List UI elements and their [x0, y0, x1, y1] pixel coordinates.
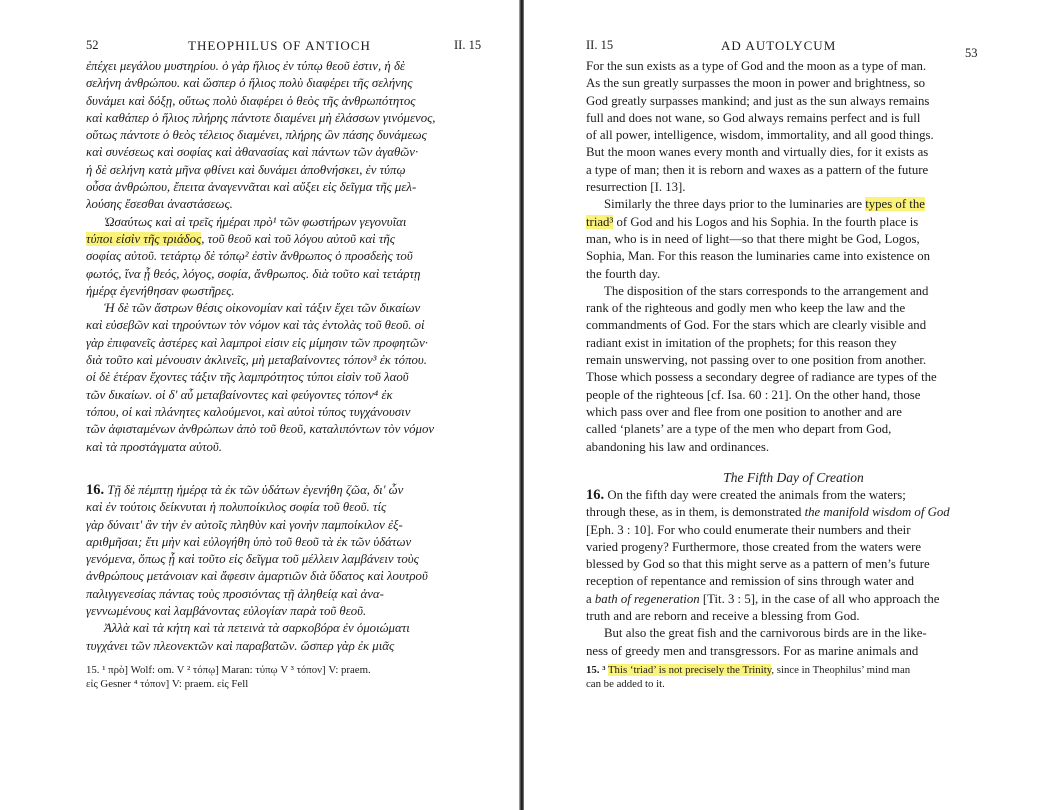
greek-text	[86, 58, 496, 456]
running-title: THEOPHILUS OF ANTIOCH	[188, 38, 371, 53]
text-line: ἡ δὲ σελήνη κατὰ μῆνα φθίνει καὶ δυνάμει ἀποθνήσκει, ἐν τύπῳ	[86, 162, 406, 177]
english-section-16-more	[586, 625, 1001, 660]
greek-paragraph-2	[86, 248, 496, 300]
english-text	[586, 58, 1001, 456]
text-line: καὶ εὐσεβῶν καὶ τηρούντων τὸν νόμον καὶ τὰς ἐντολὰς τοῦ θεοῦ. οἱ	[86, 318, 425, 333]
text-line: ness of greedy men and transgressors. For as marine animals and	[586, 643, 919, 658]
text-line: a type of man; then it is reborn and waxes as a pattern of the future	[586, 162, 929, 177]
text-line: remain unswerving, not passing over to one position from another.	[586, 353, 927, 368]
text-line: Sophia, Man. For this reason the luminaries came into existence on	[586, 249, 931, 264]
page-number: 52	[86, 38, 99, 52]
highlight: This ‘triad’ is not precisely the Trinity	[607, 664, 772, 676]
text-line: Those which possess a secondary degree of radiance are types of the	[586, 370, 937, 385]
text-line: man, who is in need of light—so that there might be God, Logos,	[586, 231, 920, 246]
note-line: 15. ¹ πρὸ] Wolf: om. V ² τόπῳ] Maran: τύπῳ V ³ τόπον] V: praem.	[86, 664, 371, 676]
text-line: παλιγγενεσίας πάντας τοὺς προσιόντας τῇ ἀληθείᾳ καὶ ἀνα-	[86, 586, 384, 601]
book-gutter	[519, 0, 524, 810]
text-line: τυγχάνει τῶν πλεονεκτῶν καὶ παραβατῶν. ὥσπερ γὰρ ἐκ μιᾶς	[86, 638, 395, 653]
text-line: γὰρ δύναιτ' ἂν τὴν ἐν αὐτοῖς πληθὺν καὶ γονὴν παμποίκιλον ἐξ-	[86, 517, 403, 532]
text-line: resurrection [I. 13].	[586, 180, 686, 195]
text-line: For the sun exists as a type of God and the moon as a type of man.	[586, 59, 927, 73]
text-line: people of the righteous [cf. Isa. 60 : 21]. On the other hand, those	[586, 387, 921, 402]
text-line: σοφίας αὐτοῦ. τετάρτῳ δὲ τόπῳ² ἐστὶν ἄνθρωπος ὁ προσδεὴς τοῦ	[86, 249, 413, 264]
text-line: [Eph. 3 : 10]. For who could enumerate their numbers and their	[586, 522, 911, 537]
english-paragraph-2	[586, 231, 1001, 283]
text-line: of all power, intelligence, wisdom, immortality, and all good things.	[586, 128, 934, 143]
text-line: λούσης ἔσεσθαι ἀναστάσεως.	[86, 197, 233, 212]
text-line: Ἀλλὰ καὶ τὰ κήτη καὶ τὰ πετεινὰ τὰ σαρκοβόρα ἐν ὁμοιώματι	[104, 621, 410, 636]
right-page	[528, 0, 1054, 810]
section-ref: II. 15	[586, 38, 614, 52]
text-line: σελήνη ἀνθρώπου. καὶ ὥσπερ ὁ ἥλιος πολὺ διαφέρει τῆς σελήνης	[86, 76, 413, 91]
text-line: full and does not wane, so God always remains perfect and is full	[586, 110, 921, 125]
left-page	[0, 0, 520, 810]
text-line: God greatly surpasses mankind; and just as the sun always remains	[586, 93, 930, 108]
text-line: καὶ συνέσεως καὶ σοφίας καὶ ἀθανασίας καὶ πάντων τῶν ἀγαθῶν·	[86, 145, 419, 160]
section-number: 16.	[586, 487, 605, 503]
english-section-16-lines	[586, 522, 1001, 591]
text-line: abandoning his law and ordinances.	[586, 439, 770, 454]
text-line: the fourth day.	[586, 266, 661, 281]
greek-paragraph-3	[86, 300, 496, 456]
text-line: rank of the righteous and godly men who keep the law and the	[586, 301, 906, 316]
running-title: AD AUTOLYCUM	[721, 38, 837, 53]
footnote	[586, 664, 910, 691]
text-line: ἀνθρώπους μετάνοιαν καὶ ἄφεσιν ἁμαρτιῶν διὰ ὕδατος καὶ λουτροῦ	[86, 569, 428, 584]
section-number: 16.	[86, 482, 105, 498]
english-paragraph-3	[586, 283, 1001, 456]
text-line: Ἡ δὲ τῶν ἄστρων θέσις οἰκονομίαν καὶ τάξιν ἔχει τῶν δικαίων	[104, 301, 421, 316]
greek-section-16	[86, 482, 496, 655]
highlight: τύποι εἰσὶν τῆς τριάδος	[86, 231, 202, 246]
page-number: 53	[965, 46, 978, 60]
greek-paragraph-1	[86, 58, 496, 214]
text-line: γὰρ ἐπιφανεῖς ἀστέρες καὶ λαμπροὶ εἰσιν εἰς μίμησιν τῶν προφητῶν·	[86, 335, 429, 350]
text-line: γενόμενα, ὅπως ᾖ καὶ τοῦτο εἰς δεῖγμα τοῦ μέλλειν λαμβάνειν τοὺς	[86, 552, 419, 567]
text-line: αριθμῆσαι; ἔτι μὴν καὶ εὐλογήθη ὑπὸ τοῦ θεοῦ τὰ ἐκ τῶν ὑδάτων	[86, 534, 412, 549]
text-line: καὶ καθάπερ ὁ ἥλιος πλήρης πάντοτε διαμένει μὴ ἐλάσσων γινόμενος,	[86, 110, 436, 125]
greek-line: 16. Τῇ δὲ πέμπτῃ ἡμέρᾳ τὰ ἐκ τῶν ὑδάτων ἐγενήθη ζῶα, δι' ὧν	[86, 482, 404, 498]
text-line: οἱ δὲ ἑτέραν ἔχοντες τάξιν τῆς λαμπρότητος τύποι εἰσὶν τοῦ λαοῦ	[86, 370, 409, 385]
english-line: a bath of regeneration [Tit. 3 : 5], in the case of all who approach the	[586, 591, 940, 606]
note-line: εἰς Gesner ⁴ τόπον] V: praem. εἰς Fell	[86, 677, 249, 690]
text-line: ἡμέρᾳ ἐγενήθησαν φωστῆρες.	[86, 283, 235, 298]
text-line: radiant exist in imitation of the prophets; for this reason they	[586, 335, 897, 350]
text-line: truth and are reborn and receive a blessing from God.	[586, 609, 860, 624]
text-line: reception of repentance and remission of sins through water and	[586, 574, 914, 589]
text-line: διὰ τοῦτο καὶ μένουσιν ἀκλινεῖς, μὴ μεταβαίνοντες τόπον³ ἐκ τόπου.	[86, 353, 427, 368]
text-line: τῶν δικαίων. οἱ δ' αὖ μεταβαίνοντες καὶ φεύγοντες τόπον⁴ ἐκ	[86, 387, 393, 402]
highlight: types of the	[865, 197, 925, 212]
text-line: blessed by God so that this might serve as a pattern of men’s future	[586, 557, 930, 572]
text-line: καὶ τὰ προστάγματα αὐτοῦ.	[86, 439, 222, 454]
note-line: 15. ³ This ‘triad’ is not precisely the Trinity, since in Theophilus’ mind man	[586, 664, 911, 676]
text-line: The disposition of the stars corresponds to the arrangement and	[604, 283, 929, 298]
greek-line: τύποι εἰσὶν τῆς τριάδος, τοῦ θεοῦ καὶ τοῦ λόγου αὐτοῦ καὶ τῆς	[86, 231, 395, 246]
english-section-16-lines-b	[586, 608, 1001, 625]
text-line: commandments of God. For the stars which are clearly visible and	[586, 318, 927, 333]
greek-line: Ὡσαύτως καὶ αἱ τρεῖς ἡμέραι πρὸ¹ τῶν φωστήρων γεγονυῖαι	[104, 214, 407, 229]
text-line: γεννωμένους καὶ λαμβάνοντας εὐλογίαν παρὰ τοῦ θεοῦ.	[86, 604, 367, 619]
text-line: δυνάμει καὶ δόξῃ, οὕτως πολὺ διαφέρει ὁ θεὸς τῆς ἀνθρωπότητος	[86, 93, 416, 108]
text-line: As the sun greatly surpasses the moon in power and brightness, so	[586, 76, 926, 91]
text-line: But the moon wanes every month and virtually dies, for it exists as	[586, 145, 929, 160]
text-line: τῶν ἀφισταμένων ἀνθρώπων ἀπὸ τοῦ θεοῦ, καταλιπόντων τὸν νόμον	[86, 422, 435, 437]
text-line: which pass over and flee from one position to another and are	[586, 404, 902, 419]
text-line: ἐπέχει μεγάλου μυστηρίου. ὁ γὰρ ἥλιος ἐν τύπῳ θεοῦ ἐστιν, ἡ δὲ	[86, 59, 405, 73]
section-ref: II. 15	[454, 38, 482, 52]
apparatus-notes	[86, 664, 371, 691]
english-paragraph-1	[586, 58, 1001, 196]
english-line: through these, as in them, is demonstrated the manifold wisdom of God	[586, 505, 950, 520]
text-line: οὕτως πάντοτε ὁ θεὸς τέλειος διαμένει, πλήρης ὢν πάσης δυνάμεως	[86, 128, 427, 143]
text-line: called ‘planets’ are a type of the men who depart from God,	[586, 422, 892, 437]
text-line: τόπου, οἱ καὶ πλάνητες καλούμενοι, καὶ αὐτοὶ τύπος τυγχάνουσιν	[86, 404, 411, 419]
text-line: varied progeny? Furthermore, those created from the waters were	[586, 539, 922, 554]
greek-section-16-more	[86, 620, 496, 655]
english-line: 16. On the fifth day were created the animals from the waters;	[586, 487, 906, 503]
text-line: καὶ ἐν τούτοις δείκνυται ἡ πολυποίκιλος σοφία τοῦ θεοῦ. τίς	[86, 500, 387, 515]
english-line: triad³ of God and his Logos and his Sophia. In the fourth place is	[586, 214, 919, 229]
english-section-16	[586, 487, 1001, 660]
text-line: But also the great fish and the carnivorous birds are in the like-	[604, 626, 927, 641]
text-line: φωτός, ἵνα ᾖ θεός, λόγος, σοφία, ἄνθρωπος. διὰ τοῦτο καὶ τετάρτῃ	[86, 266, 421, 281]
note-line: can be added to it.	[586, 677, 665, 690]
greek-section-16-lines	[86, 499, 496, 620]
highlight: triad³	[586, 214, 614, 229]
english-line: Similarly the three days prior to the luminaries are types of the	[604, 197, 925, 212]
text-line: οὖσα ἀνθρώπου, ἔπειτα ἀναγεννᾶται καὶ αὔξει εἰς δεῖγμα τῆς μελ-	[86, 180, 417, 195]
subheading: The Fifth Day of Creation	[723, 470, 864, 485]
